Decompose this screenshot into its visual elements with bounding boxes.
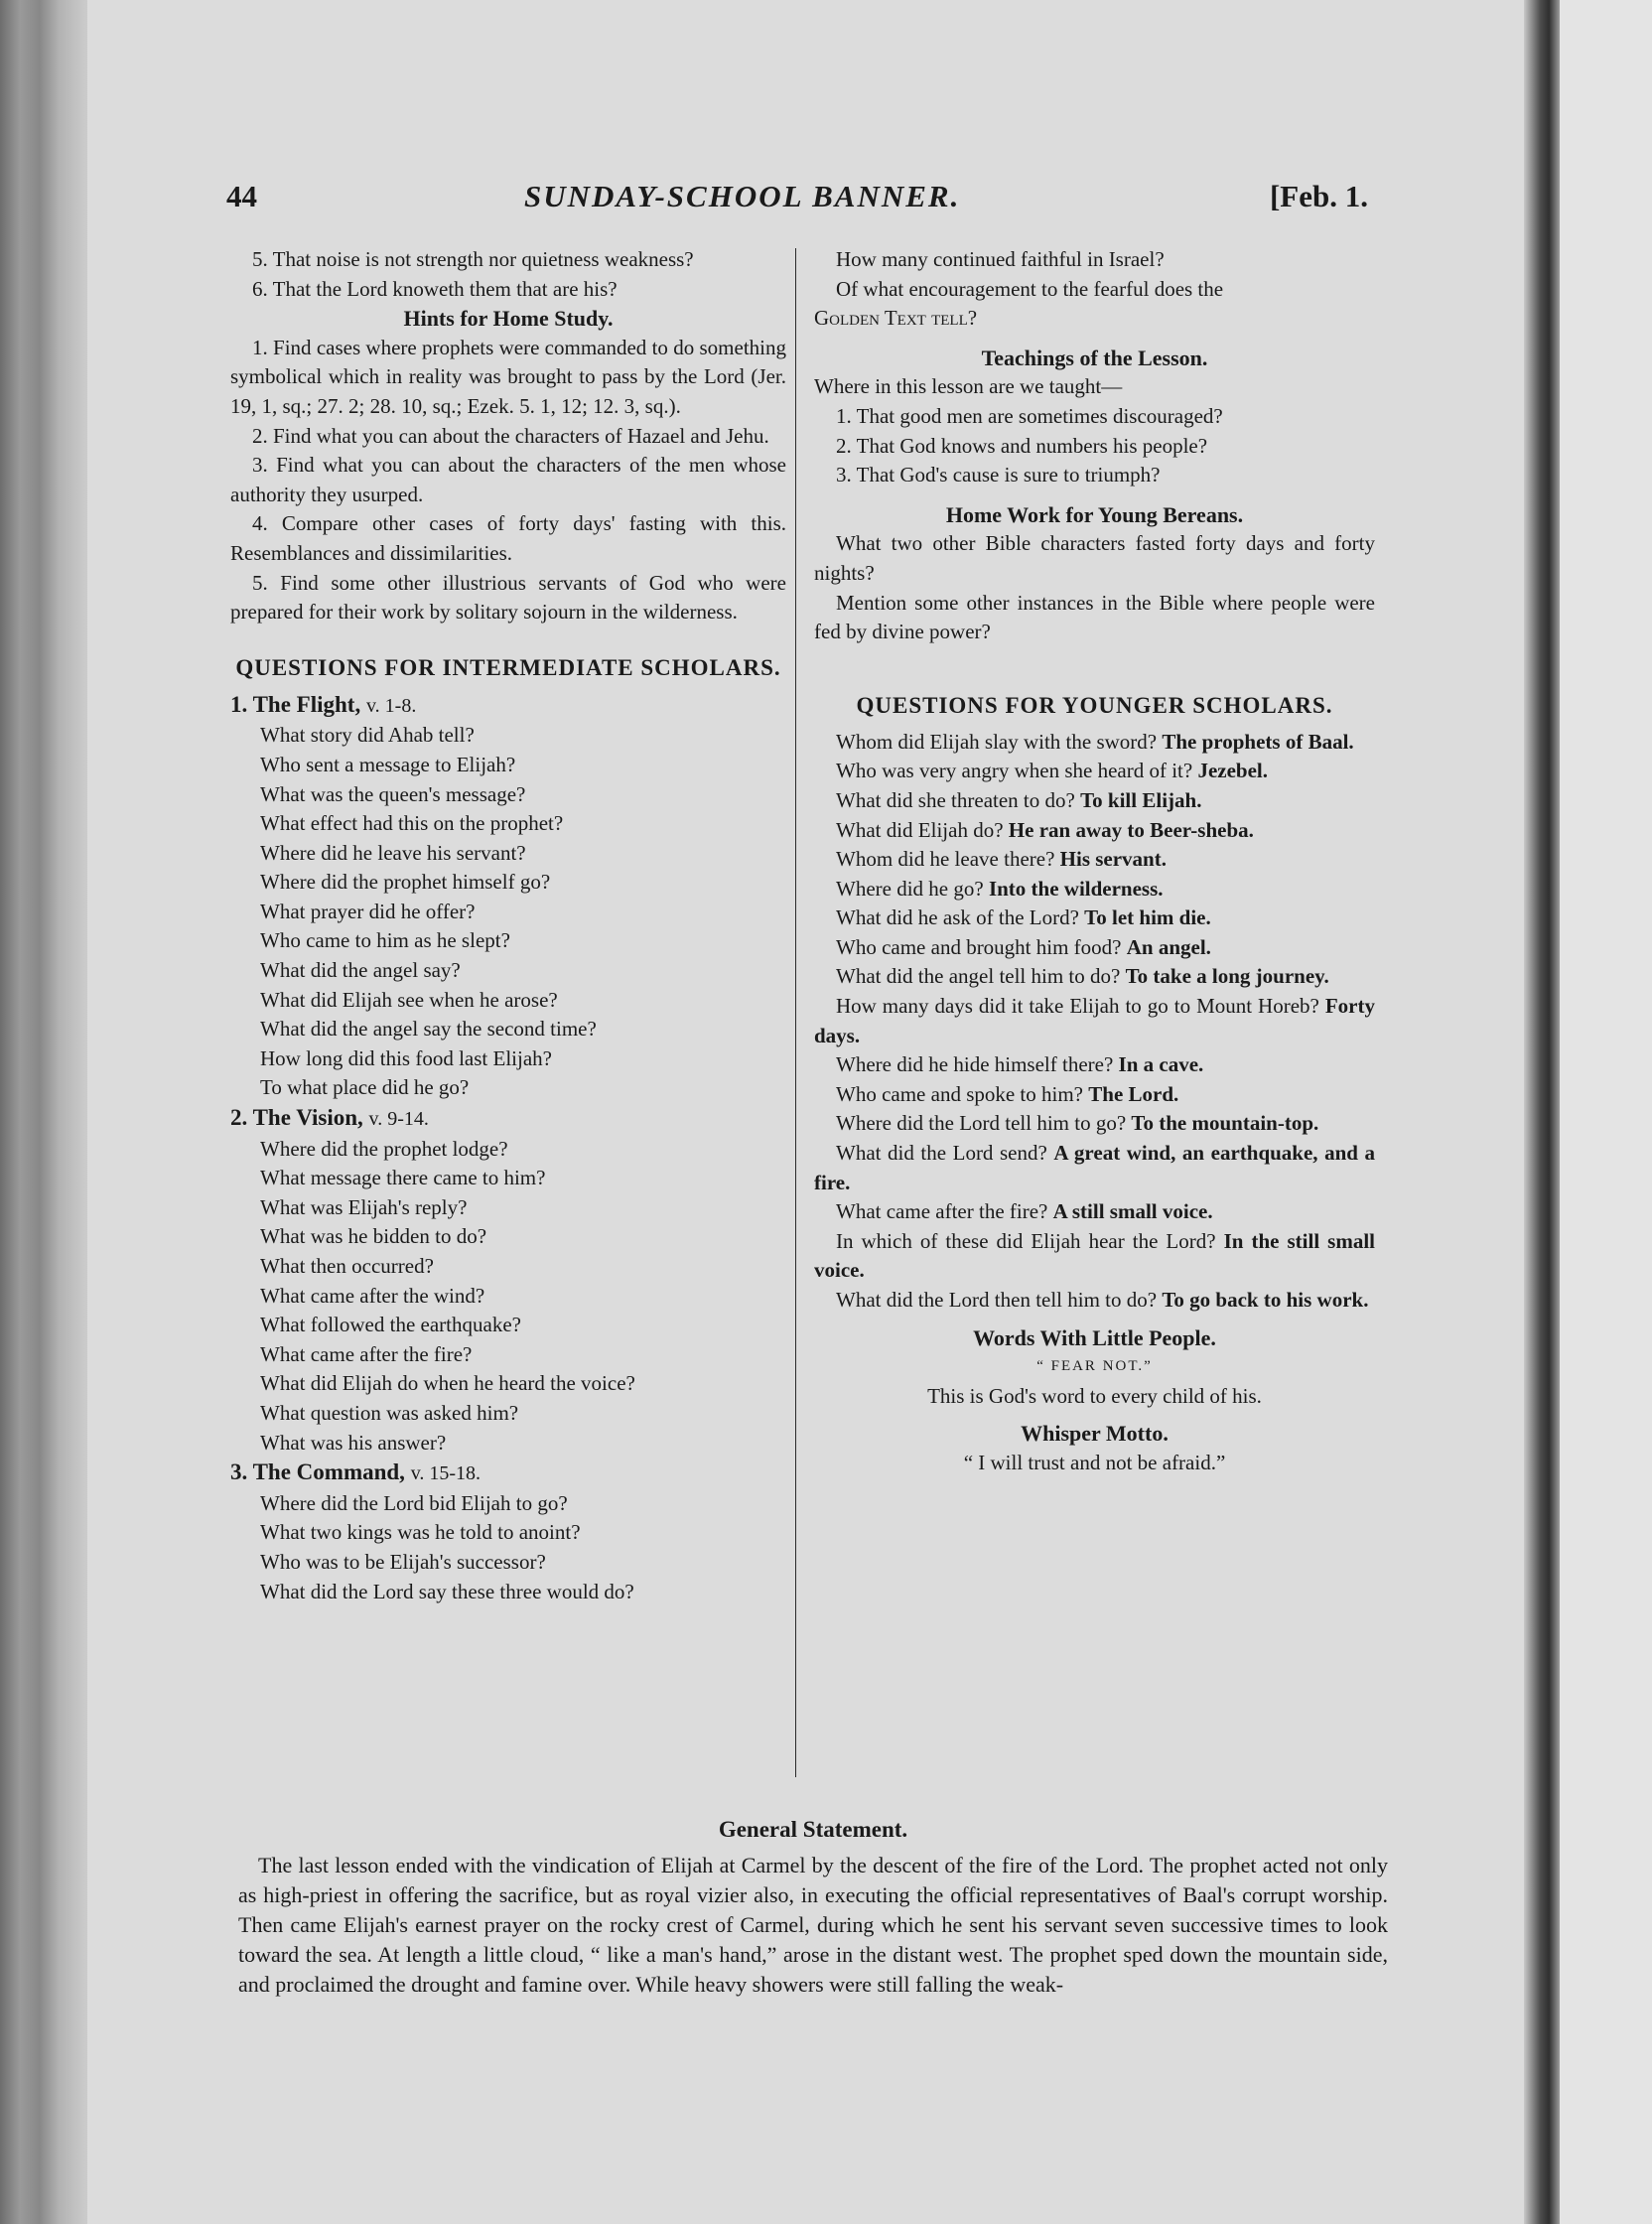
motto-text: “ I will trust and not be afraid.” <box>963 1450 1226 1474</box>
left-column <box>230 245 786 1606</box>
qa-question: What did he ask of the Lord? <box>836 905 1079 930</box>
qa-item <box>814 757 1375 786</box>
question: Who came to him as he slept? <box>260 928 510 953</box>
qa-item <box>814 845 1375 875</box>
hint-item: 5. Find some other illustrious servants of God who were prepared for their work by solitary sojourn in the wilderness. <box>230 570 786 625</box>
qa-answer: To let him die. <box>1084 905 1211 930</box>
qa-question: What came after the fire? <box>836 1199 1048 1224</box>
section-title <box>230 1103 786 1135</box>
section-name: 3. The Command, <box>230 1460 405 1485</box>
qa-question: What did the angel tell him to do? <box>836 964 1121 989</box>
issue-date: [Feb. 1. <box>1269 179 1368 213</box>
question: Who sent a message to Elijah? <box>260 752 516 776</box>
qa-answer: In the still small voice. <box>814 1228 1376 1283</box>
section-title <box>230 1458 786 1489</box>
question: Where did the prophet himself go? <box>260 870 551 895</box>
qa-answer: He ran away to Beer-sheba. <box>1008 817 1254 842</box>
general-text: The last lesson ended with the vindication of Elijah at Carmel by the descent of the fire of the Lord. The prophet acted not only as high-priest in offering the sacrifice, but as royal vizier also, in executing the official representatives of Baal's corrupt worship. Then came Elijah's earnest prayer on the rocky crest of Carmel, during which he sent his servant seven successive times to look toward the sea. At length a little cloud, “ like a man's hand,” arose in the distant west. The prophet sped down the mountain side, and proclaimed the drought and famine over. While heavy showers were still falling the weak- <box>238 1853 1388 1997</box>
homework-item: What two other Bible characters fasted forty days and forty nights? <box>814 531 1375 585</box>
qa-item <box>814 933 1375 963</box>
qa-item <box>814 1080 1375 1110</box>
qa-answer: A still small voice. <box>1052 1199 1213 1224</box>
question: What was he bidden to do? <box>260 1224 487 1249</box>
teaching-item: 3. That God's cause is sure to triumph? <box>836 463 1161 487</box>
question: What did Elijah do when he heard the voice? <box>260 1371 635 1396</box>
right-column <box>814 245 1375 1478</box>
question: What was Elijah's reply? <box>260 1194 468 1219</box>
question: What did the angel say? <box>260 958 461 983</box>
qa-item <box>814 1197 1375 1227</box>
intro-item: 6. That the Lord knoweth them that are his? <box>252 276 618 301</box>
homework-heading: Home Work for Young Bereans. <box>945 501 1244 527</box>
general-heading: General Statement. <box>718 1817 908 1842</box>
qa-question: What did she threaten to do? <box>836 787 1075 812</box>
question: How long did this food last Elijah? <box>260 1045 552 1070</box>
qa-answer: A great wind, an earthquake, and a fire. <box>814 1141 1376 1194</box>
qa-item <box>814 786 1375 816</box>
question: What came after the fire? <box>260 1341 473 1366</box>
question: To what place did he go? <box>260 1075 470 1100</box>
section-ref: v. 1-8. <box>365 694 417 717</box>
words-line: This is God's word to every child of his. <box>927 1383 1262 1408</box>
book-spine <box>1524 0 1560 2224</box>
hint-item: 2. Find what you can about the characters of Hazael and Jehu. <box>252 423 769 448</box>
teachings-heading: Teachings of the Lesson. <box>981 345 1208 370</box>
qa-question: Where did he hide himself there? <box>836 1052 1114 1077</box>
question: What two kings was he told to anoint? <box>260 1520 581 1545</box>
qa-question: Who was very angry when she heard of it? <box>836 759 1193 783</box>
question: What was his answer? <box>260 1430 447 1455</box>
running-title: SUNDAY-SCHOOL BANNER. <box>524 179 961 213</box>
question: What effect had this on the prophet? <box>260 811 564 836</box>
question: What did the angel say the second time? <box>260 1017 597 1042</box>
teachings-intro: Where in this lesson are we taught— <box>814 374 1123 399</box>
younger-heading: QUESTIONS FOR YOUNGER SCHOLARS. <box>856 692 1333 718</box>
motto-heading: Whisper Motto. <box>1021 1421 1169 1447</box>
qa-answer: To the mountain-top. <box>1131 1111 1319 1136</box>
qa-question: Where did the Lord tell him to go? <box>836 1111 1127 1136</box>
question: What was the queen's message? <box>260 781 526 806</box>
question: What then occurred? <box>260 1254 434 1278</box>
qa-question: Where did he go? <box>836 876 984 901</box>
section-ref: v. 9-14. <box>368 1108 429 1131</box>
question: What story did Ahab tell? <box>260 723 475 748</box>
qa-question: Whom did Elijah slay with the sword? <box>836 729 1158 754</box>
qa-answer: Into the wilderness. <box>988 876 1164 901</box>
qa-question: What did Elijah do? <box>836 817 1004 842</box>
qa-question: How many days did it take Elijah to go to Mount Horeb? <box>836 994 1319 1019</box>
section-name: 2. The Vision, <box>230 1105 363 1131</box>
qa-answer: To go back to his work. <box>1162 1288 1369 1312</box>
qa-item <box>814 1227 1375 1286</box>
qa-answer: His servant. <box>1059 847 1167 872</box>
qa-question: What did the Lord then tell him to do? <box>836 1288 1158 1312</box>
question: Who was to be Elijah's successor? <box>260 1549 546 1574</box>
section-name: 1. The Flight, <box>230 691 361 717</box>
question: What followed the earthquake? <box>260 1313 521 1337</box>
qa-list <box>814 728 1375 1316</box>
question: What did the Lord say these three would do? <box>260 1579 634 1603</box>
page-header <box>226 171 1368 220</box>
qa-answer: The Lord. <box>1088 1081 1179 1106</box>
teaching-item: 1. That good men are sometimes discouraged? <box>836 403 1223 428</box>
qa-answer: Forty days. <box>814 994 1375 1047</box>
qa-item <box>814 728 1375 758</box>
hint-item: 3. Find what you can about the characters of the men whose authority they usurped. <box>230 453 786 506</box>
question: Where did he leave his servant? <box>260 840 526 865</box>
general-statement <box>238 1815 1388 2000</box>
qa-question: Who came and spoke to him? <box>836 1081 1084 1106</box>
facing-page <box>1560 0 1652 2224</box>
intermediate-heading: QUESTIONS FOR INTERMEDIATE SCHOLARS. <box>235 654 781 680</box>
qa-answer: To take a long journey. <box>1125 964 1329 989</box>
qa-answer: To kill Elijah. <box>1080 787 1202 812</box>
qa-item <box>814 875 1375 904</box>
qa-item <box>814 962 1375 992</box>
qa-item <box>814 904 1375 933</box>
text-line: Of what encouragement to the fearful does the <box>836 276 1224 301</box>
qa-question: Whom did he leave there? <box>836 847 1055 872</box>
hints-heading: Hints for Home Study. <box>403 306 614 332</box>
page-number: 44 <box>226 179 257 213</box>
fear-not: “ FEAR NOT.” <box>1036 1358 1153 1375</box>
book-left-edge <box>0 0 94 2224</box>
question: What came after the wind? <box>260 1283 485 1308</box>
qa-answer: An angel. <box>1126 934 1211 959</box>
column-rule <box>795 248 796 1777</box>
question: What did Elijah see when he arose? <box>260 987 558 1012</box>
text-line: How many continued faithful in Israel? <box>836 247 1165 271</box>
golden-text-ref: Golden Text tell? <box>814 306 978 331</box>
qa-item <box>814 1286 1375 1316</box>
qa-item <box>814 1109 1375 1139</box>
qa-item <box>814 1139 1375 1197</box>
teaching-item: 2. That God knows and numbers his people? <box>836 433 1208 458</box>
hint-item: 1. Find cases where prophets were commanded to do something symbolical which in reality was brought to pass by the Lord (Jer. 19, 1, sq.; 27. 2; 28. 10, sq.; Ezek. 5. 1, 12; 12. 3, sq.). <box>230 335 786 418</box>
question: What question was asked him? <box>260 1400 519 1425</box>
qa-item <box>814 992 1375 1050</box>
question: Where did the Lord bid Elijah to go? <box>260 1490 568 1515</box>
question: What prayer did he offer? <box>260 899 476 923</box>
qa-answer: In a cave. <box>1118 1052 1204 1077</box>
qa-item <box>814 816 1375 846</box>
words-heading: Words With Little People. <box>973 1324 1216 1350</box>
section-title <box>230 690 786 722</box>
section-ref: v. 15-18. <box>410 1462 482 1485</box>
qa-answer: The prophets of Baal. <box>1162 729 1354 754</box>
qa-question: In which of these did Elijah hear the Lord? <box>836 1228 1216 1253</box>
hint-item: 4. Compare other cases of forty days' fasting with this. Resemblances and dissimilarities. <box>230 511 786 565</box>
qa-question: What did the Lord send? <box>836 1141 1047 1166</box>
qa-item <box>814 1050 1375 1080</box>
intro-item: 5. That noise is not strength nor quietness weakness? <box>252 247 694 271</box>
homework-item: Mention some other instances in the Bible where people were fed by divine power? <box>814 590 1375 644</box>
qa-question: Who came and brought him food? <box>836 934 1122 959</box>
qa-answer: Jezebel. <box>1197 759 1269 783</box>
question: What message there came to him? <box>260 1166 546 1190</box>
question: Where did the prophet lodge? <box>260 1136 508 1161</box>
